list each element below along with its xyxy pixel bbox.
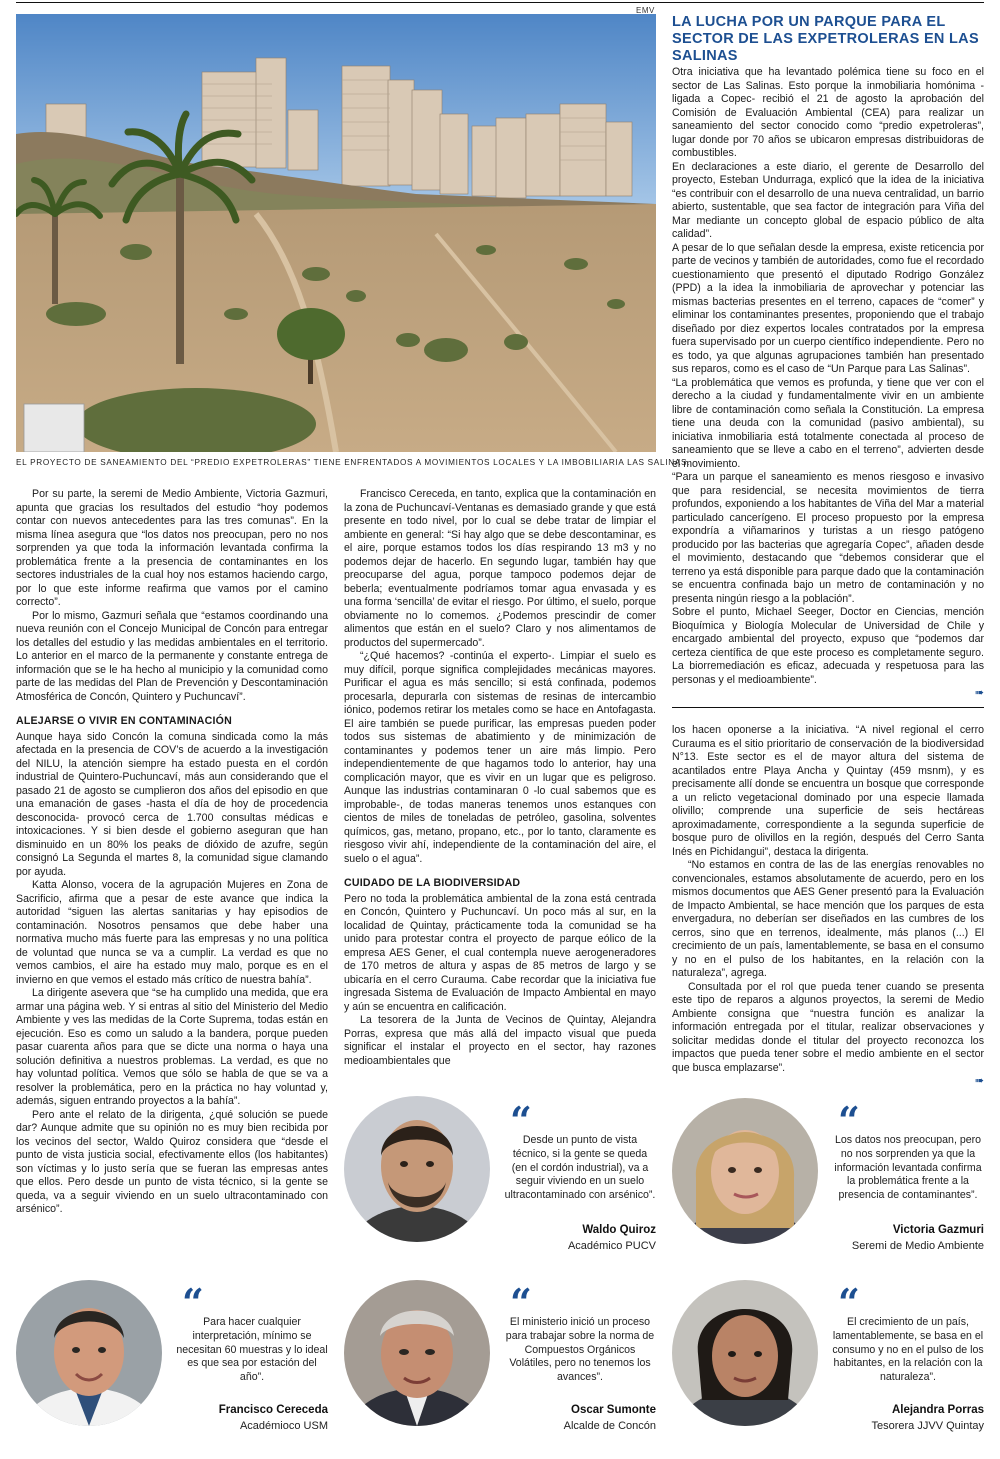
quote-mark-icon: “ [182,1280,204,1325]
arrow-right-icon: ➠ [974,1075,984,1087]
quote-card-waldo-quiroz [344,1096,656,1266]
article-paragraph: “No estamos en contra de las de las energías renovables no convencionales, estamos absolutamente de acuerdo, pero en los mismos documentos que AES Gener presentó para la Evaluación de Impacto Ambiental, se hace mención que los parques de esta envergadura, no deberían ser diseñados en las cumbres de los cerros, sino que en terrenos, idealmente, más planos (...) El crecimiento de un país, lamentablemente, se basa en el consumo y no en el pulso de los habitantes, en la relación con la naturaleza”, agrega. [672,859,984,979]
quote-card-alejandra-porras [672,1278,984,1448]
article-column-3 [672,724,984,1087]
quote-mark-icon: “ [838,1098,860,1143]
article-column-2 [344,488,656,1068]
article-paragraph: Pero no toda la problemática ambiental de la zona está centrada en Concón, Quintero y Puchuncaví. Un poco más al sur, en la localidad de Quintay, prácticamente toda la comunidad se ha unido para protestar contra el proyecto de parque eólico de la empresa AES Gener, el cual contempla nueve aerogeneradores de 170 metros de altura y aspas de 85 metros de largo y se ubicaría en el cerro Curauma. Cabe recordar que la iniciativa fue ingresada Sistema de Evaluación de Impacto Ambiental en mayo y aún se encuentra en calificación. [344,892,656,1013]
sidebar-body [672,66,984,699]
quote-mark-icon: “ [510,1098,532,1143]
article-paragraph: Francisco Cereceda, en tanto, explica que la contaminación en la zona de Puchuncaví-Ventanas es demasiado grande y que está presente en todo nivel, por lo cual se debe tratar de limpiar el ambiente en general: “Si hay algo que se debe descontaminar, es el aire, porque estamos todos los días respirando 13 m3 y no podemos dejar de hacerlo. En segundo lugar, también hay que preocuparse del agua, porque tampoco podemos dejar de beberla; eventualmente podríamos tomar agua envasada y es una forma ‘sencilla’ de evitar el riesgo. Por último, el suelo, porque obviamente no lo comemos. ¿Podemos prescindir de comer alimentos que están en el suelo? Claro y nos alimentamos de productos del supermercado”. [344,488,656,649]
quote-text: Para hacer cualquier interpretación, mínimo se necesitan 60 muestras y lo ideal es que sea por estación del año”. [176,1316,328,1384]
quote-author: Francisco Cereceda [218,1404,328,1416]
article-paragraph: Por lo mismo, Gazmuri señala que “estamos coordinando una nueva reunión con el Concejo Municipal de Concón para entregar los detalles del estudio y las medidas ambientales en el territorio. Lo anterior en el marco de la permanente y constante entrega de información que se le ha hecho al municipio y la comunidad como parte de las medidas del Plan de Prevención y Descontaminación Atmosférica de Concón, Quintero y Puchuncaví”. [16,609,328,703]
top-rule [16,2,984,3]
article-paragraph: Aunque haya sido Concón la comuna sindicada como la más afectada en la presencia de COV’s de acuerdo a la investigación del NILU, la atención siempre ha estado puesta en el cordón industrial de Quintero-Puchuncaví, más aun considerando que el pasado 21 de agosto se cumplieron dos años del episodio en que una emanación de gases -hasta el día de hoy de procedencia desconocida- provocó cerca de 1.700 consultas médicas e intoxicaciones. Y si bien desde el gobierno aseguran que han disminuido en un 80% los peaks de dióxido de azufre, según consignó La Segunda el martes 8, la comunidad sigue clamando por ayuda. [16,730,328,878]
article-paragraph: Consultada por el rol que pueda tener cuando se presenta este tipo de reparos a algunos proyectos, la seremi de Medio Ambiente consigna que “nuestra función es analizar la información entregada por el titular, realizar observaciones y solicitar medidas donde el titular del proyecto reconozca los impactos que pueda tener sobre el medio ambiente en el sector que busca emplazarse”. [672,980,984,1074]
quote-role: Seremi de Medio Ambiente [851,1240,984,1252]
article-paragraph: Katta Alonso, vocera de la agrupación Mujeres en Zona de Sacrificio, afirma que a pesar de este avance que indica la autoridad “siguen las alertas sanitarias y hay episodios de contaminación. Nosotros pensamos que debe haber una normativa mucho más fuerte para las empresas y no una política de voluntad que nunca se va a cumplir. La verdad es que no vemos cambios, el aire ha estado muy malo, porque es en el invierno en que vemos el estado más crítico de nuestra bahía”. [16,879,328,986]
quote-author: Oscar Sumonte [571,1404,656,1416]
quote-card-victoria-gazmuri [672,1096,984,1266]
quote-author: Waldo Quiroz [582,1224,656,1236]
quote-card-oscar-sumonte [344,1278,656,1448]
article-paragraph: La tesorera de la Junta de Vecinos de Quintay, Alejandra Porras, expresa que más allá del impacto visual que pueda significar el instalar el proyecto en el sector, hay razones medioambientales que [344,1014,656,1067]
photo-caption: EL PROYECTO DE SANEAMIENTO DEL “PREDIO EXPETROLERAS” TIENE ENFRENTADOS A MOVIMIENTOS LOCALES Y LA IMBOBILIARIA LAS SALINAS. [16,458,691,467]
quote-role: Tesorera JJVV Quintay [871,1420,984,1432]
sidebar-paragraph: “La problemática que vemos es profunda, y tiene que ver con el derecho a la ciudad y fundamentalmente vivir en un ambiente libre de contaminación como señala la Constitución. La empresa tiene una deuda con la comunidad (pasivo ambiental), su iniciativa inmobiliaria está totalmente conectada al proceso de saneamiento que se lleve a cabo en el terreno”, advierten desde el movimiento. [672,376,984,470]
article-subhead: CUIDADO DE LA BIODIVERSIDAD [344,877,521,889]
quote-text: Los datos nos preocupan, pero no nos sorprenden ya que la información levantada confirma la problemática frente a la presencia de contaminantes”. [834,1134,982,1202]
landscape-photo [16,14,656,452]
sidebar-bottom-rule [672,707,984,708]
arrow-right-icon: ➠ [974,687,984,699]
quote-role: Académico PUCV [567,1240,656,1252]
photo-credit: EMV [636,6,655,15]
quote-text: Desde un punto de vista técnico, si la gente se queda (en el cordón industrial), va a seguir viviendo en un suelo ultracontaminado con arsénico”. [504,1134,656,1202]
article-paragraph: Por su parte, la seremi de Medio Ambiente, Victoria Gazmuri, apunta que gracias los resultados del estudio “hoy podemos contar con nuevos antecedentes para las tres comunas”. En la misma línea asegura que “los datos nos preocupan, pero no nos sorprenden ya que toda la información levantada confirma la problemática frente a la presencia de contaminantes en los sectores industriales de la cual hoy nos estamos haciendo cargo, por lo que este informe reafirma que vamos por el camino correcto”. [16,488,328,608]
article-paragraph: “¿Qué hacemos? -continúa el experto-. Limpiar el suelo es muy difícil, porque significa complejidades mecánicas mayores. Purificar el agua es más sencillo; si está confinada, podemos procesarla, depurarla con sistemas de resinas de intercambio iónico, podemos retirar los metales como se hace en Antofagasta. El aire también se puede purificar, las empresas pueden poder todos sus sistemas de abatimiento y de minimización de contaminantes y podemos tener un aire más limpio. Pero independientemente de que hagamos todo lo anterior, hay una complicación mayor, que es vivir en un lugar que es peligroso. Aunque las industrias contaminaran 0 -lo cual sabemos que es improbable-, de todas maneras tenemos unos estanques con cientos de miles de toneladas de petróleo, gasolina, solventes químicos, gas, metano, propano, etc., por lo tanto, claramente es riesgoso vivir ahí, independiente de la contaminación del aire, el suelo o el agua”. [344,650,656,865]
quote-role: Alcalde de Concón [563,1420,656,1432]
avatar [344,1096,490,1242]
article-subhead: ALEJARSE O VIVIR EN CONTAMINACIÓN [16,715,232,727]
quote-mark-icon: “ [838,1280,860,1325]
sidebar-paragraph: Otra iniciativa que ha levantado polémica tiene su foco en el sector de Las Salinas. Esto porque la inmobiliaria homónima -ligada a Copec- recibió el 21 de agosto la aprobación del Comisión de Evaluación Ambiental (CEA) para realizar un saneamiento del sector conocido como “predio expetroleras”, lugar donde por 70 años se ubicaron empresas distribuidoras de combustibles. [672,66,984,159]
quote-mark-icon: “ [510,1280,532,1325]
quote-role: Académioco USM [239,1420,328,1432]
quote-author: Alejandra Porras [891,1404,984,1416]
quote-text: El ministerio inició un proceso para trabajar sobre la norma de Compuestos Orgánicos Volátiles, pero no tenemos los avances”. [505,1316,655,1384]
quote-card-francisco-cereceda [16,1278,328,1448]
quote-author: Victoria Gazmuri [892,1224,984,1236]
article-paragraph: los hacen oponerse a la iniciativa. “A nivel regional el cerro Curauma es el sitio prioritario de conservación de la biodiversidad N°13. Este sector es el de mayor altura del sistema de acantilados entre Playa Ancha y Quintay (459 msnm), y es precisamente allí donde se encuentra un bosque que corresponde a un relicto vegetacional dominado por una especie llamada olivillo; comprende una superficie de seis hectáreas aproximadamente, correspondiente a la segunda superficie de bosque puro de olivillos en la región, después del Cerro Santa Inés en Pichidangui”, destaca la dirigenta. [672,724,984,858]
article-paragraph: La dirigente asevera que “se ha cumplido una medida, que era armar una página web. Y si entras al sitio del Ministerio del Medio Ambiente y ves las medidas de la Corte Suprema, todas están en ejecución. Eso es como un saludo a la bandera, porque pueden pasar cuarenta años para que se dicte una norma o haya una solución definitiva a nuestros problemas. La verdad, es que no hay voluntad política. Vemos que sólo se habla de que se va a resolver la problemática, pero en la práctica no hay voluntad y, además, siguen entrando proyectos a la bahía”. [16,987,328,1107]
avatar [672,1098,818,1244]
sidebar-paragraph: A pesar de lo que señalan desde la empresa, existe reticencia por parte de vecinos y también de autoridades, como fue el recordado cuestionamiento que presentó el diputado Rodrigo González (PPD) a la idea la inmobiliaria de aprovechar y potenciar las mismas bacterias presentes en el terreno, capaces de “comer” y eliminar los contaminantes presentes, proponiendo que el trabajo diseñado por diez expertos locales contratados por la empresa fuera supervisado por un cuerpo científico independiente. Pero no es todo, ya que algunas agrupaciones también han presentado sus reparos, como es el caso de “Un Parque para Las Salinas”. [672,241,984,375]
sidebar-paragraph: En declaraciones a este diario, el gerente de Desarrollo del proyecto, Esteban Undurraga, explicó que la idea de la iniciativa “es contribuir con el desarrollo de una nueva centralidad, un barrio abierto, sustentable, que sea factor de integración para Viña del Mar mediante un concepto global de espacio público de alta calidad”. [672,160,984,240]
article-column-1 [16,488,328,1217]
sidebar-paragraph: Sobre el punto, Michael Seeger, Doctor en Ciencias, mención Bioquímica y Biología Molecular de Universidad de Chile y encargado ambiental del proyecto, expuso que “podemos dar certeza científica de que este proceso es completamente seguro. La biorremediación es eficaz, adecuada y respetuosa para las personas y el medioambiente”. [672,606,984,686]
sidebar-paragraph: “Para un parque el saneamiento es menos riesgoso e invasivo que para residencial, se necesita movimientos de tierra profundos, exponiendo a los habitantes de Viña del Mar a material particulado cancerígeno. El proceso propuesto por la empresa expondría a viñamarinos y turistas a un riesgo patógeno producido por las bacterias que agregaría Copec”, añaden desde el movimiento, destacando que “debemos considerar que el terreno ya está disponible para parque dado que la contaminación se encuentra confinada bajo un metro de contaminación y no presenta ningún riesgo a la población”. [672,471,984,605]
article-paragraph: Pero ante el relato de la dirigenta, ¿qué solución se puede dar? Aunque admite que su opinión no es muy bien recibida por los vecinos del sector, Waldo Quiroz considera que “desde el punto de vista justicia social, efectivamente ellos (los habitantes) son víctimas y lo justo sería que se fueran las empresas antes que ellos. Pero desde un punto de vista técnico, si la gente se queda, va a seguir viviendo en un suelo ultracontaminado con arsénico”. [16,1108,328,1215]
sidebar-headline: LA LUCHA POR UN PARQUE PARA EL SECTOR DE LAS EXPETROLERAS EN LAS SALINAS [672,14,979,64]
quote-text: El crecimiento de un país, lamentablemente, se basa en el consumo y no en el pulso de los habitantes, en la relación con la naturaleza”. [832,1316,984,1384]
